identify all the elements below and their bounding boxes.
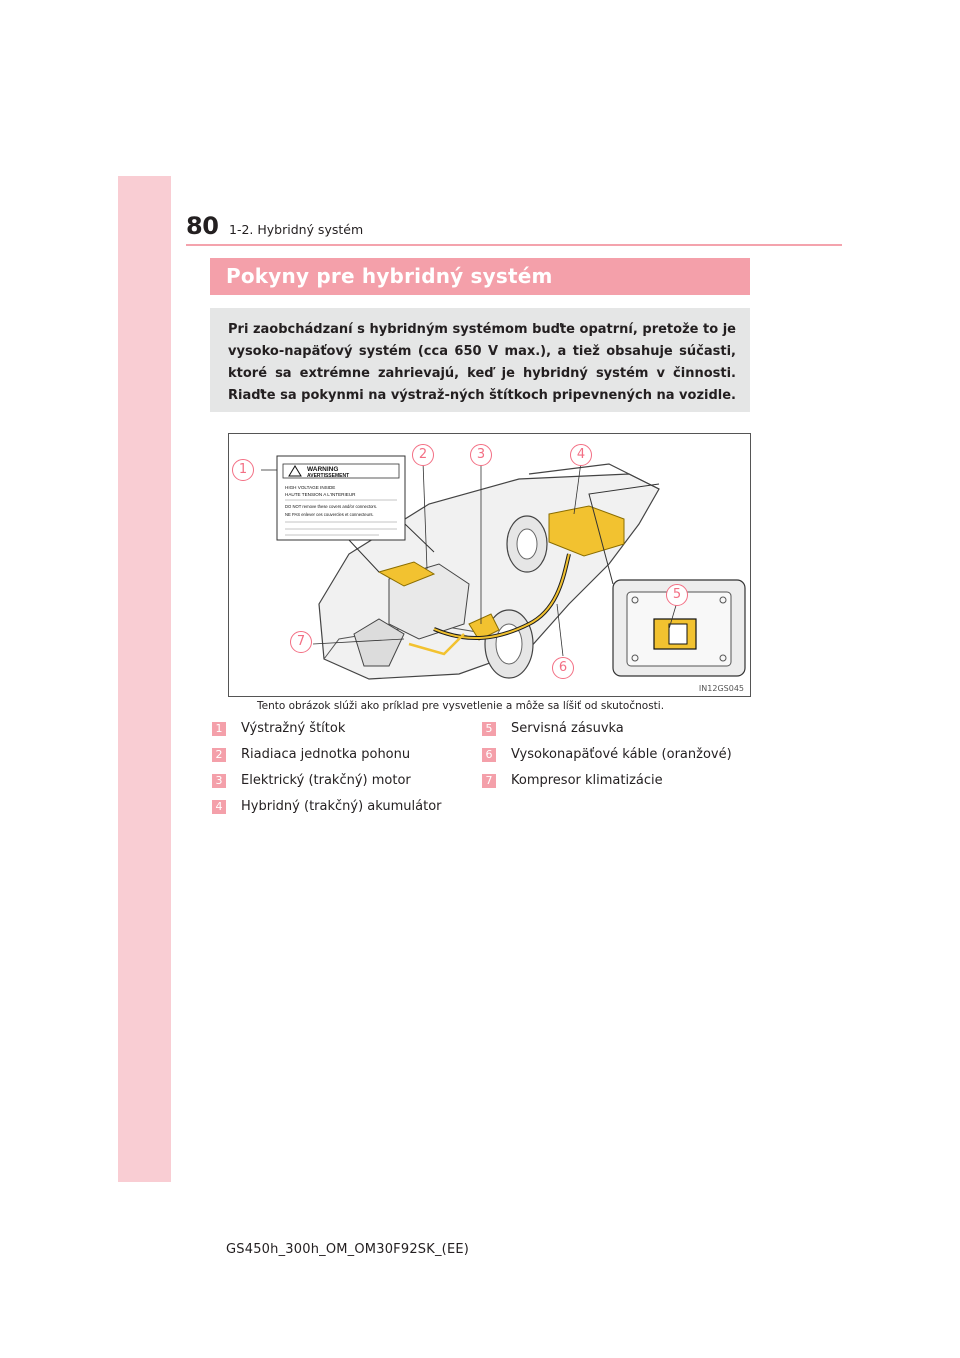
legend-number: 2 [212, 748, 226, 762]
legend-label: Servisná zásuvka [511, 721, 624, 736]
section-title: 1-2. Hybridný systém [229, 222, 364, 237]
warning-label-line-2: HAUTE TENSION A L'INTERIEUR [285, 492, 356, 497]
legend-label: Vysokonapäťové káble (oranžové) [511, 747, 732, 762]
header-divider [186, 244, 842, 246]
callout-5: 5 [666, 584, 688, 606]
legend-label: Kompresor klimatizácie [511, 773, 663, 788]
title-banner [210, 258, 750, 295]
legend [212, 716, 752, 826]
legend-label: Výstražný štítok [241, 721, 346, 736]
page-title: Pokyny pre hybridný systém [226, 264, 553, 288]
figure-id: IN12GS045 [698, 684, 744, 693]
legend-number: 1 [212, 722, 226, 736]
callout-6: 6 [552, 657, 574, 679]
legend-number: 5 [482, 722, 496, 736]
warning-label-line-1: HIGH VOLTAGE INSIDE [285, 485, 336, 490]
warning-label-line-4: NE PAS enlever ces couvercles et connecteurs. [285, 512, 374, 517]
legend-number: 7 [482, 774, 496, 788]
hybrid-system-figure [228, 433, 751, 697]
legend-number: 3 [212, 774, 226, 788]
legend-label: Hybridný (trakčný) akumulátor [241, 799, 442, 814]
callout-4: 4 [570, 444, 592, 466]
car-illustration [229, 434, 750, 696]
figure-caption: Tento obrázok slúži ako príklad pre vysvetlenie a môže sa líšiť od skutočnosti. [257, 700, 665, 712]
legend-label: Elektrický (trakčný) motor [241, 773, 411, 788]
legend-number: 6 [482, 748, 496, 762]
callout-1: 1 [232, 459, 254, 481]
warning-label-heading-1: WARNING [307, 466, 339, 473]
callout-7: 7 [290, 631, 312, 653]
callout-3: 3 [470, 444, 492, 466]
callout-2: 2 [412, 444, 434, 466]
warning-label-heading-2: AVERTISSEMENT [307, 473, 350, 479]
document-code: GS450h_300h_OM_OM30F92SK_(EE) [226, 1242, 470, 1257]
side-tab [118, 176, 171, 1182]
legend-number: 4 [212, 800, 226, 814]
intro-box [210, 308, 750, 412]
page-number: 80 [186, 212, 219, 240]
warning-label-line-3: DO NOT remove these covers and/or connectors. [285, 504, 378, 509]
intro-text: Pri zaobchádzaní s hybridným systémom buďte opatrní, pretože to je vysoko-napäťový systém (cca 650 V max.), a tiež obsahuje súčasti, ktoré sa extrémne zahrievajú, keď je hybridný systém v činnosti. Riaďte sa pokynmi na výstraž-ných štítkoch pripevnených na vozidle. [228, 322, 736, 403]
legend-label: Riadiaca jednotka pohonu [241, 747, 411, 762]
